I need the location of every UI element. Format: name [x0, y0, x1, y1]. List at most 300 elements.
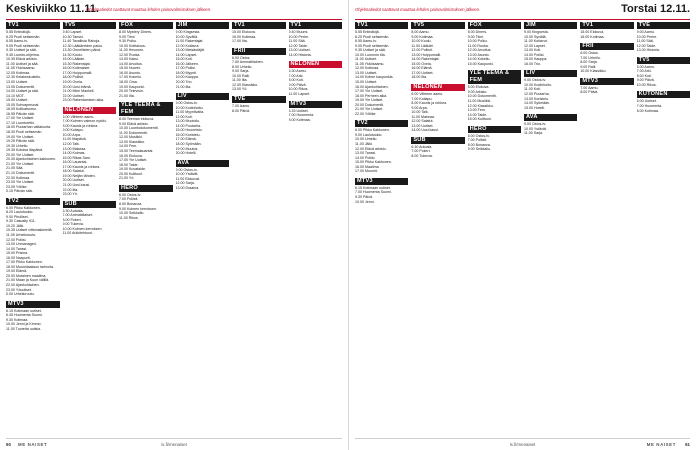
program-listing: 17.10 Luontoretki.	[6, 120, 35, 125]
program-listing: 22.00 Kotimaa.	[6, 175, 31, 180]
program-listing: 12.00 Arvoitus.	[467, 48, 492, 53]
channel-block	[580, 43, 633, 74]
program-listing: 9.00 Ostos-tv.	[175, 167, 198, 172]
program-listing: 15.05 Sohvaperunat.	[6, 102, 40, 107]
program-listing: 10.00 Rikos.	[288, 87, 309, 92]
program-listing: 11.00 Kotiavut.	[523, 39, 548, 44]
program-listing: 7.00 Huomenta.	[288, 113, 315, 118]
channel-block	[468, 70, 521, 121]
program-listing: 12.00 Ruoka.	[119, 52, 141, 57]
program-listing: 11.00 Musiikki.	[467, 99, 492, 104]
program-listing: 17.00 Huippumalli.	[62, 70, 93, 75]
day-title: Torstai 12.11.	[621, 3, 690, 15]
channel-name: SUB	[63, 201, 117, 208]
program-listing: 10.00 Dokumentti.	[467, 94, 497, 99]
program-listing: 13.00 Fem.	[467, 108, 486, 113]
program-listing: 7.00 Pokeri.	[411, 149, 431, 154]
program-listing: 6.00 Viihteen aamu.	[411, 92, 444, 97]
program-listing: 11.00 Ilta.	[232, 78, 248, 83]
channel-name: TV2	[6, 198, 60, 205]
program-listing: 10.00 Talk.	[411, 110, 429, 115]
program-listing: 10.30 Tanssi.	[62, 34, 84, 39]
program-listing: 15.00 Kulttuuri.	[467, 117, 492, 122]
program-listing: 13.00 Historia.	[636, 48, 660, 53]
program-listing: 15.00 Prisma.	[6, 251, 29, 256]
program-listing: 18.00 Muumilaakson tarinoita.	[6, 264, 54, 269]
website-url: is.fi/menaiset	[161, 442, 187, 447]
channel-name: TV5	[637, 57, 690, 64]
program-listing: 10.00 Luontodokumentti.	[119, 126, 159, 131]
program-listing: 6.00 Pikku Kakkonen.	[355, 128, 390, 133]
header-rule	[6, 19, 342, 20]
channel-block	[63, 201, 117, 236]
channel-block	[411, 137, 464, 159]
program-listing: 9.40 Muumi.	[288, 30, 309, 34]
program-listing: 13.00 Uutiset.	[355, 70, 378, 75]
program-listing: 6.30 Autoala.	[62, 208, 84, 213]
channel-block	[289, 61, 343, 96]
program-listing: 0.15 Päivän sää.	[6, 189, 33, 194]
channel-block	[637, 22, 690, 53]
program-listing: 8.00 Bonanza.	[119, 201, 143, 206]
program-listing: 11.00 Ruoka.	[467, 43, 489, 48]
program-listing: 12.00 Klassikko.	[232, 82, 259, 87]
program-listing: 7.00 Aamu.	[580, 85, 599, 90]
program-listing: 12.00 Poliisi.	[6, 237, 27, 242]
program-listing: 10.00 Ystävät.	[523, 126, 547, 131]
program-listing: 17.00 Muumit.	[355, 169, 378, 174]
program-listing: 12.00 Klassikko.	[467, 103, 494, 108]
program-listing: 9.00 Laulutuokio.	[355, 132, 383, 137]
program-listing: 8.00 Päivä.	[580, 90, 599, 95]
program-listing: 9.30 Casualty 911.	[6, 219, 36, 224]
listing-column	[468, 22, 521, 436]
program-listing: 13.00 Metsästäjät.	[175, 48, 205, 53]
program-listing: 20.00 Uutiset.	[62, 178, 85, 183]
channel-block	[289, 101, 343, 123]
program-listing: 19.00 Kaupunki.	[119, 84, 145, 89]
program-listing: 13.00 Muotoilu.	[175, 119, 201, 124]
program-listing: 6.45 Huomenta Suomi.	[6, 313, 43, 318]
program-listing: 10.00 Kotitalous.	[119, 43, 146, 48]
channel-name: HERO	[468, 126, 521, 133]
program-listing: 15.00 Kauppa.	[523, 57, 548, 62]
program-listing: 6.00 Viihteen aamu.	[62, 114, 95, 119]
program-listing: 9.00 Ostos-tv.	[523, 78, 547, 83]
channel-block	[289, 22, 343, 57]
channel-block	[524, 114, 577, 136]
program-listing: 16.00 Jälkeen.	[175, 61, 199, 66]
program-listing: 13.00 Asunto.	[467, 52, 490, 57]
program-listing: 20.00 Yle Uutiset.	[6, 152, 35, 157]
program-listing: 12.00 Poliisit.	[411, 48, 433, 53]
program-listing: 13.00 Uutiset.	[288, 48, 311, 53]
channel-name: MTV3	[289, 101, 343, 108]
channel-block	[468, 22, 521, 66]
program-listing: 10.00 Syvällä.	[175, 34, 199, 39]
program-listing: 10.00 Rikos.	[636, 82, 657, 87]
program-listing: 13.30 Onnellisten päivä.	[62, 48, 102, 53]
channel-name: TVE	[637, 22, 690, 29]
program-listing: 17.00 Elämä.	[175, 137, 197, 142]
program-listing: 9.00 Kotimaa.	[411, 34, 434, 39]
program-listing: 16.00 Trio.	[523, 61, 541, 66]
program-listing: 13.00 Makeaa.	[62, 146, 87, 151]
channel-name: NELONEN	[411, 84, 464, 91]
program-listing: 10.20 Jälki.	[6, 223, 25, 228]
program-listing: 7.00 Poliisit.	[467, 138, 488, 143]
channel-name: TV5	[63, 22, 117, 29]
program-listing: 14.00 Puutarha.	[175, 123, 202, 128]
program-listing: 20.00 Kulttuuri.	[119, 171, 144, 176]
program-listing: 18.00 Salatut.	[62, 169, 85, 174]
program-listing: 14.00 Kokeilu.	[467, 57, 491, 62]
program-listing: 23.00 Rakentamisen aika.	[62, 98, 105, 103]
listing-column	[580, 22, 633, 436]
program-listing: 19.00 Kauppa.	[175, 75, 199, 80]
program-listing: 11.00 Sää.	[636, 39, 654, 44]
program-listing: 16.00 Naapurit.	[6, 255, 31, 260]
program-listing: 16.00 Elämä.	[411, 66, 433, 71]
program-listing: 12.30 Kelakeskustelu.	[6, 75, 42, 80]
program-listing: 17.00 Ilta.	[232, 39, 248, 44]
channel-block	[411, 84, 464, 133]
program-listing: 7.00 Arki.	[288, 73, 304, 78]
program-listing: 14.00 Poliisi.	[355, 155, 376, 160]
channel-name: NELONEN	[63, 107, 117, 114]
channel-block	[176, 93, 230, 156]
program-listing: 7.00 Huomenta.	[636, 104, 663, 109]
channel-name: HERO	[119, 185, 173, 192]
listing-column	[63, 22, 117, 436]
channel-block	[468, 126, 521, 152]
program-listing: 10.00 Polku.	[467, 39, 488, 44]
program-listing: 9.00 Aamu.	[636, 30, 655, 34]
program-listing: 5.55 Entinäkijä.	[6, 30, 31, 34]
program-listing: 10.00 Urheilu.	[355, 137, 378, 142]
listing-column	[232, 22, 286, 436]
channel-name: MTV3	[355, 178, 408, 185]
program-listing: 8.00 Kotimaa.	[636, 108, 659, 113]
program-listing: 22.00 Ajankohtainen.	[6, 282, 40, 287]
program-listing: 21.00 Uusi kausi.	[62, 182, 91, 187]
program-listing: 11.00 Myyntivalta.	[175, 110, 205, 115]
channel-name: YLE TEEMA & FEM	[119, 102, 173, 116]
channel-name: FOX	[468, 22, 521, 29]
program-listing: 15.00 Kaupunki.	[467, 61, 494, 66]
program-listing: 22.00 Uutiset.	[62, 93, 85, 98]
channel-name: AVA	[524, 114, 577, 121]
program-listing: 18.00 Ilta.	[411, 75, 428, 80]
listing-column	[119, 22, 173, 436]
program-listing: 14.00 Lapset.	[175, 52, 198, 57]
channel-name: LIV	[176, 93, 230, 100]
program-listing: 21.05 Sää.	[6, 166, 24, 171]
program-listing: 13.00 Draama.	[175, 185, 200, 190]
program-listing: 8.00 Teeman elokuva.	[119, 117, 155, 122]
program-listing: 9.00 Seikkailu.	[467, 147, 492, 152]
program-listing: 6.55 Aamu-tv.	[355, 39, 377, 44]
program-listing: 6.00 Ostos.	[232, 55, 251, 60]
channel-name: NELONEN	[289, 61, 343, 68]
program-listing: 8.00 Diners.	[467, 30, 488, 34]
listing-column	[524, 22, 577, 436]
program-listing: 18.00 Taide.	[119, 162, 139, 167]
channel-name: MTV3	[580, 78, 633, 85]
program-listing: 20.00 Dokumentti.	[355, 102, 385, 107]
program-listing: 20.00 Mutainen maailma.	[6, 273, 47, 278]
program-listing: 9.00 Arkisto.	[467, 89, 488, 94]
program-listing: 13.00 Uutiset.	[6, 80, 29, 85]
program-listing: 19.00 Elämä.	[6, 269, 28, 274]
program-listing: 18.00 Syömään.	[175, 142, 202, 147]
program-listing: 15.00 Rikas Sam.	[62, 155, 91, 160]
program-listing: 8.00 Pokeri.	[62, 217, 82, 222]
program-listing: 12.00 Taide.	[288, 43, 309, 48]
program-listing: 7.00 Arki.	[636, 69, 652, 74]
channel-block	[232, 48, 286, 92]
program-listing: 15.00 Pikku Kakkonen.	[355, 160, 392, 165]
program-listing: 9.35 Uutiset ja sää.	[6, 48, 37, 53]
program-listing: 16.00 Elokuva.	[119, 153, 143, 158]
program-listing: 7.00 Huomenta Suomi.	[355, 190, 392, 195]
program-listing: 12.00 Koti.	[175, 114, 193, 119]
program-listing: 11.00 Iltapäivä.	[62, 137, 87, 142]
listing-column	[411, 22, 464, 436]
channel-block	[232, 96, 286, 113]
program-listing: 9.00 Päivä.	[636, 78, 655, 83]
channel-name: TVE	[232, 96, 286, 103]
program-listing: 12.05 Kotimaa.	[6, 70, 31, 75]
program-listing: 17.00 Yle Uutiset.	[119, 158, 148, 163]
program-listing: 12.00 Lapset.	[523, 43, 546, 48]
program-listing: 8.20 Laulutuokio.	[6, 210, 34, 215]
program-listing: 21.00 Yle Uutiset.	[6, 161, 35, 166]
program-listing: 14.00 Kolme kaupunkia.	[355, 75, 394, 80]
program-listing: 19.00 Muutos.	[175, 146, 199, 151]
channel-name: KUTONEN	[637, 91, 690, 98]
program-listing: 5.55 Entinäkijä.	[355, 30, 380, 34]
channel-block	[6, 22, 60, 194]
program-listing: 23.05 Yöliike.	[6, 184, 28, 189]
program-listing: 8.00 Aamu.	[411, 30, 430, 34]
program-listing: 9.30 Päivä.	[355, 194, 373, 199]
channel-block	[355, 22, 408, 116]
program-listing: 10.00 Arpa.	[62, 132, 81, 137]
program-listing: 11.00 Hevonen.	[119, 48, 145, 53]
program-listing: 21.00 Ilta.	[175, 84, 192, 89]
program-listing: 16.00 Koristelu.	[175, 132, 201, 137]
program-listing: 7.00 Ammattilainen.	[232, 60, 264, 65]
program-listing: 9.35 Uutiset ja sää.	[355, 48, 386, 53]
disclaimer-tagline: Ohjelmatiedot saattavat muuttua lehden painovalmistuksen jälkeen.	[86, 7, 212, 12]
program-listing: 17.00 Yle Uutiset.	[355, 89, 384, 94]
program-listing: 10.35 Elävä arkisto.	[6, 57, 38, 62]
program-listing: 13.00 Unmanaged.	[6, 242, 37, 247]
channel-block	[524, 70, 577, 110]
program-listing: 13.00 Kaksi.	[119, 57, 139, 62]
program-listing: 15.00 Hotelli.	[523, 105, 545, 110]
program-listing: 11.00 Lääkäri.	[411, 43, 434, 48]
program-listing: 9.00 Päivä.	[288, 82, 307, 87]
program-listing: 16.55 Päivän sää.	[6, 111, 35, 116]
program-listing: 15.00 Elokuva.	[580, 30, 605, 34]
channel-block	[6, 198, 60, 297]
program-listing: 11.00 Koti.	[523, 87, 541, 92]
channel-block	[63, 107, 117, 197]
program-listing: 15.00 Koti.	[175, 57, 193, 62]
program-listing: 6.00 Ostos.	[580, 51, 599, 56]
program-listing: 12.00 Talk.	[62, 142, 80, 147]
channel-block	[176, 160, 230, 191]
channel-name: TV2	[355, 120, 408, 127]
program-listing: 7.00 Kotiapu.	[411, 96, 433, 101]
program-listing: 9.00 Elävä arkisto.	[119, 121, 149, 126]
program-listing: 9.00 Tukevia.	[62, 222, 84, 227]
program-listing: 18.30 Puoli seitsemän.	[6, 130, 43, 135]
program-listing: 19.25 Päivän sää.	[6, 139, 35, 144]
program-listing: 12.00 Sarja.	[175, 181, 195, 186]
program-listing: 11.05 Ykkösaamu.	[355, 61, 385, 66]
program-listing: 10.00 Koulu.	[411, 39, 432, 44]
program-listing: 14.00 Arvoitus.	[119, 61, 143, 66]
channel-block	[637, 91, 690, 113]
program-listing: 8.00 Sarja.	[580, 60, 598, 65]
program-listing: 18.00 Oma.	[119, 80, 138, 85]
program-listing: 16.05 Kotikatsomo.	[6, 107, 37, 112]
program-listing: 11.00 Uutiset ja sää.	[6, 61, 39, 66]
channel-name: SUB	[411, 137, 464, 144]
channel-block	[232, 22, 286, 44]
program-listing: 9.30 Kotimaa.	[6, 317, 29, 322]
program-listing: 11.00 Elokuvat.	[175, 176, 201, 181]
listing-column	[355, 22, 408, 436]
program-listing: 14.00 Poliisi.	[523, 52, 545, 57]
program-listing: 17.00 Poliisi.	[175, 66, 196, 71]
day-title: Keskiviikko 11.11.	[6, 3, 99, 15]
program-listing: 10.00 Ystävät.	[175, 172, 199, 177]
program-listing: 10.35 Uutiset viittomakielellä.	[6, 228, 53, 233]
program-listing: 11.00 Sää.	[288, 39, 306, 44]
program-listing: 6.30 Aamu.	[288, 69, 307, 74]
page-footer	[6, 438, 342, 450]
page-footer	[355, 438, 690, 450]
program-listing: 14.00 Tanssi.	[6, 246, 28, 251]
program-listing: 22.00 Ilta.	[62, 187, 79, 192]
program-listing: 10.00 Kodinhoito.	[175, 105, 204, 110]
listing-column	[637, 22, 690, 436]
program-listing: 10.00 Syvällä.	[523, 34, 547, 39]
program-listing: 15.00 Uutiset.	[355, 80, 378, 85]
program-listing: 13.00 Uutiset.	[411, 123, 434, 128]
page-header	[0, 0, 348, 22]
channel-block	[580, 78, 633, 95]
program-listing: 7.00 Ammattilaiset.	[62, 213, 93, 218]
program-listing: 9.00 Ostos-tv.	[175, 101, 198, 106]
program-listing: 8.00 Urheilu.	[232, 64, 253, 69]
listing-column	[289, 22, 343, 436]
program-listing: 10.00 Perhe.	[636, 34, 658, 39]
program-listing: 15.00 Lääkäri.	[62, 57, 86, 62]
channel-block	[355, 120, 408, 173]
program-listing: 13.00 Tanssi.	[355, 151, 377, 156]
channel-block	[355, 178, 408, 204]
program-listing: 13.00 Klassikko.	[119, 139, 146, 144]
listing-column	[6, 22, 60, 436]
program-listing: 10.00 Kolmen kerroksen.	[62, 226, 103, 231]
page-number: 60	[6, 442, 11, 447]
channel-name: AVA	[176, 160, 230, 167]
program-listing: 20.00 Hotelli.	[175, 151, 197, 156]
program-listing: 12.00 Kotimaa.	[355, 66, 380, 71]
channel-block	[411, 22, 464, 80]
magazine-name: ME NAISET	[18, 442, 48, 447]
program-listing: 14.00 Fem.	[119, 144, 138, 149]
channel-name: JIM	[176, 22, 230, 29]
program-listing: 9.00 Tiimi.	[119, 34, 136, 39]
program-listing: 9.00 Ralli.	[580, 64, 597, 69]
program-listing: 14.00 Syömään.	[523, 101, 551, 106]
program-listing: 9.00 Tiimi.	[467, 34, 485, 39]
program-listing: 10.00 Jenni.	[355, 199, 375, 204]
channel-name: TV1	[289, 22, 343, 29]
program-listing: 6.15 Kotimaan uutiset.	[6, 308, 42, 313]
program-listing: 12.00 Kotiavut.	[175, 43, 200, 48]
program-listing: 14.30 Koulu.	[62, 52, 83, 57]
program-listing: 10.00 Klassikko.	[580, 69, 607, 74]
program-listing: 9.45 Luonto-ohjelma.	[6, 52, 40, 57]
program-listing: 20.00 Uusi elämä.	[62, 84, 92, 89]
channel-block	[63, 22, 117, 103]
program-listing: 19.00 Neljän tähden.	[62, 173, 96, 178]
program-listing: 18.00 Perheen aika.	[355, 93, 388, 98]
program-listing: 17.00 Kaunis ja rohkea.	[62, 164, 101, 169]
program-listing: 18.00 Puutarhan valtakunta.	[6, 125, 51, 130]
header-rule	[355, 19, 690, 20]
program-listing: 11.00 Rakentajat.	[175, 39, 204, 44]
program-listing: 12.00 Musiikki.	[119, 135, 143, 140]
program-listing: 15.00 Elokuva.	[232, 30, 256, 34]
channel-name: MTV3	[6, 301, 60, 308]
program-listing: 17.00 Kokeilu.	[119, 75, 142, 80]
program-listing: 16.00 Asunto.	[119, 70, 141, 75]
program-listing: 11.00 Sarja.	[523, 131, 544, 136]
program-listing: 11.00 Rikos.	[119, 215, 139, 220]
program-listing: 16.00 Kotimaa.	[232, 34, 257, 39]
channel-name: TV5	[411, 22, 464, 29]
program-listing: 16.00 Maailma.	[355, 164, 380, 169]
channel-block	[6, 301, 60, 332]
channel-name: JIM	[524, 22, 577, 29]
page-header	[349, 0, 696, 22]
channel-name: TV1	[580, 22, 633, 29]
program-listing: 6.00 Pikku Kakkonen.	[6, 205, 41, 210]
program-listing: 12.00 Salatut.	[411, 119, 434, 124]
channel-name: YLE TEEMA & FEM	[468, 70, 521, 84]
channel-name: FOX	[119, 22, 173, 29]
program-listing: 21.00 Ilta.	[119, 93, 135, 98]
program-listing: 11.05 Urheiluruutu.	[6, 232, 37, 237]
program-listing: 8.00 Päivä.	[232, 108, 250, 113]
channel-name: TV1	[6, 22, 60, 29]
program-listing: 7.00 Aamu.	[232, 104, 251, 109]
program-listing: 9.00 Kingsesta.	[175, 30, 201, 34]
disclaimer-tagline: Ohjelmatiedot saattavat muuttua lehden painovalmistuksen jälkeen.	[355, 7, 481, 12]
program-listing: 14.00 Uutiset ja sää.	[6, 89, 39, 94]
channel-name: FRII	[580, 43, 633, 50]
program-listing: 13.00 Koti.	[523, 48, 542, 53]
program-listing: 11.00 Uutiset.	[355, 57, 377, 62]
